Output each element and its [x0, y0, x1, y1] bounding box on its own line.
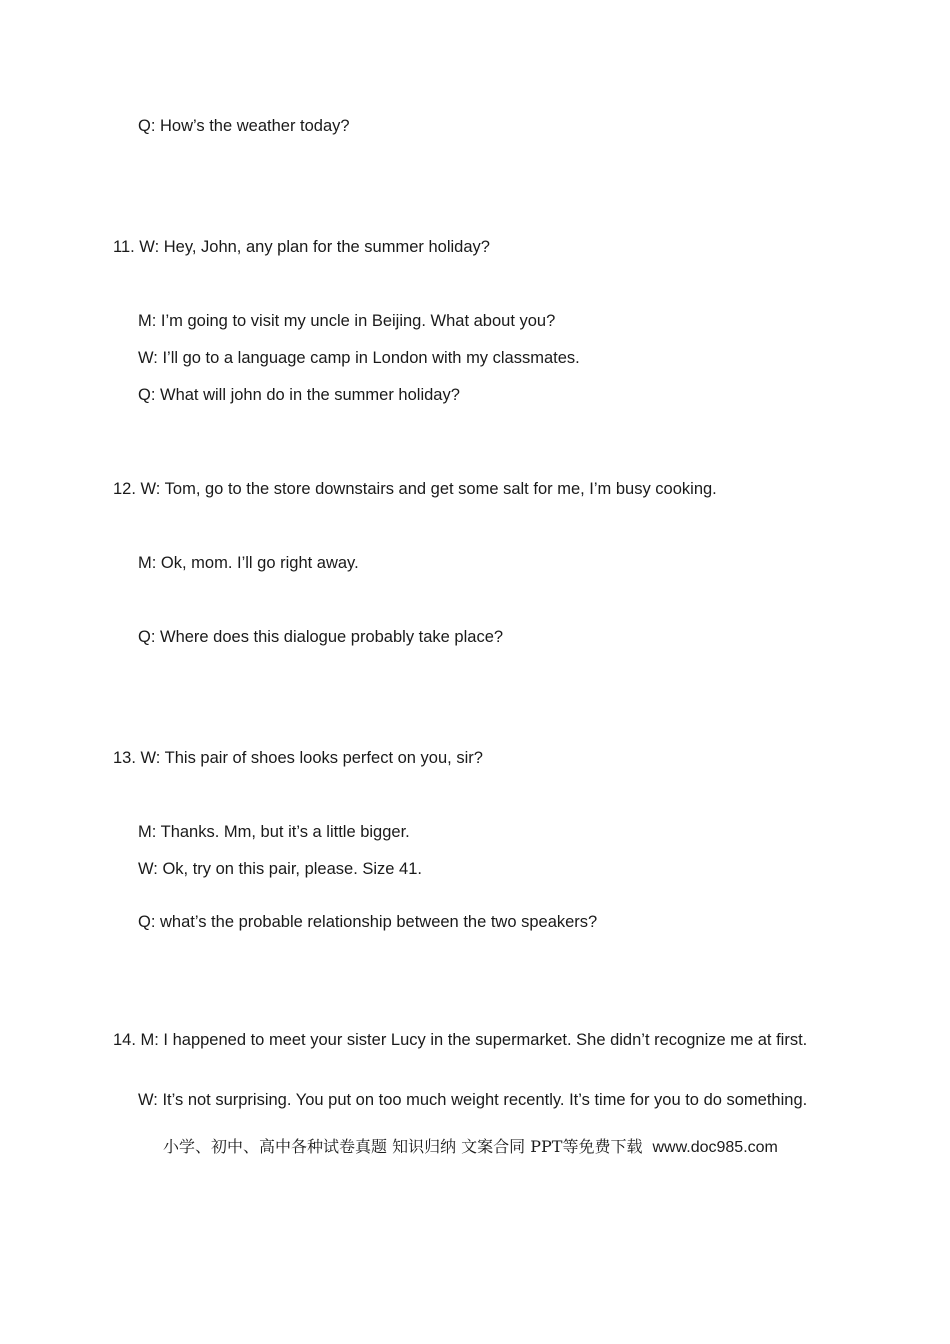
footer-text: 小学、初中、高中各种试卷真题 知识归纳 文案合同 PPT等免费下载	[163, 1137, 643, 1156]
footer-url: www.doc985.com	[652, 1139, 778, 1156]
q11-w2-line: W: I’ll go to a language camp in London with my classmates.	[138, 349, 580, 367]
page-footer	[163, 1137, 778, 1158]
q14-m-line: 14. M: I happened to meet your sister Lucy in the supermarket. She didn’t recognize me at first.	[113, 1031, 808, 1049]
q13-w2-line: W: Ok, try on this pair, please. Size 41.	[138, 860, 422, 878]
q13-q-line: Q: what’s the probable relationship between the two speakers?	[138, 913, 598, 931]
q12-m-line: M: Ok, mom. I’ll go right away.	[138, 554, 359, 572]
q12-q-line: Q: Where does this dialogue probably take place?	[138, 628, 504, 646]
q13-m-line: M: Thanks. Mm, but it’s a little bigger.	[138, 823, 410, 841]
q14-w-line: W: It’s not surprising. You put on too much weight recently. It’s time for you to do something.	[138, 1091, 808, 1109]
q13-w-line: 13. W: This pair of shoes looks perfect on you, sir?	[113, 749, 483, 767]
q11-q-line: Q: What will john do in the summer holiday?	[138, 386, 460, 404]
q12-w-line: 12. W: Tom, go to the store downstairs and get some salt for me, I’m busy cooking.	[113, 480, 717, 498]
q11-w-line: 11. W: Hey, John, any plan for the summer holiday?	[113, 238, 490, 256]
q-weather-line: Q: How’s the weather today?	[138, 117, 350, 135]
q11-m-line: M: I’m going to visit my uncle in Beijing. What about you?	[138, 312, 556, 330]
